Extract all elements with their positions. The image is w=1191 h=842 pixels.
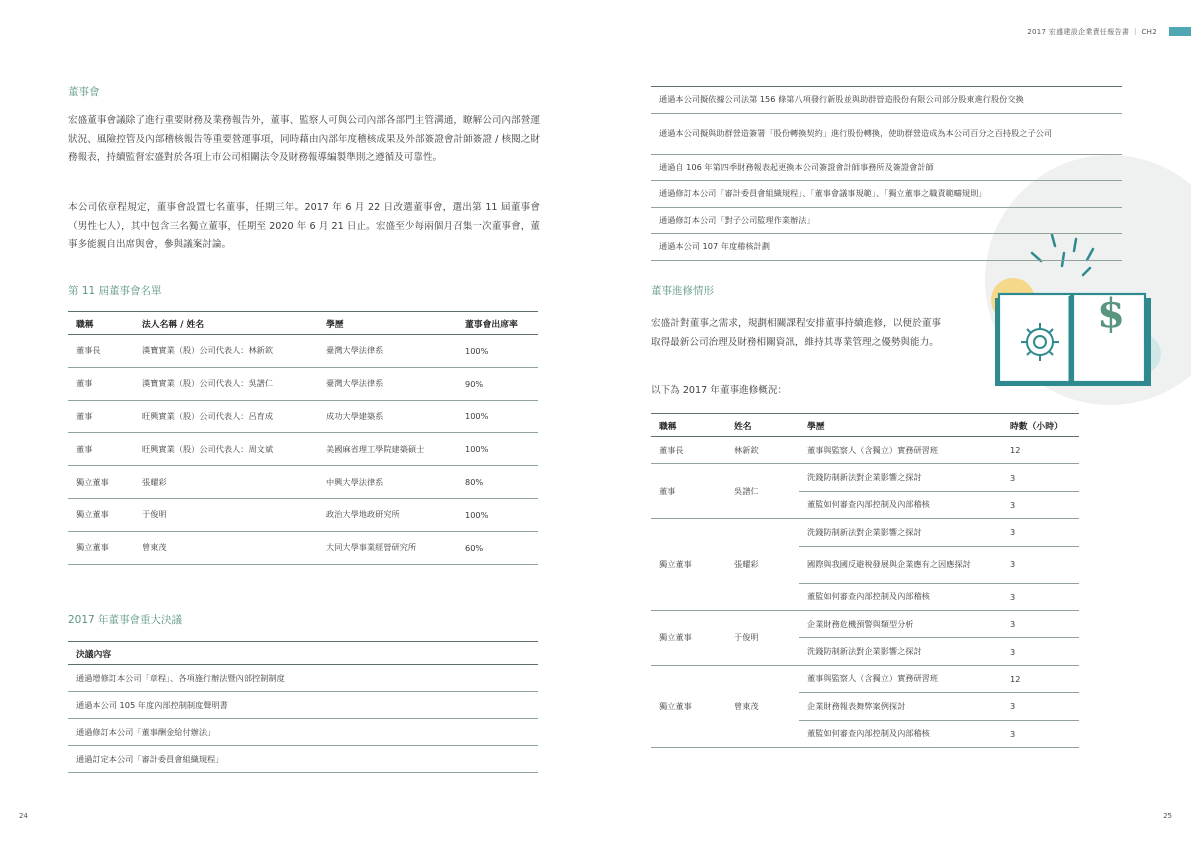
cell: 100% — [457, 335, 538, 368]
cell: 張耀彩 — [134, 466, 318, 499]
cell: 旺興實業（股）公司代表人：周文斌 — [134, 433, 318, 466]
board-paragraph-1: 宏盛董事會議除了進行重要財務及業務報告外，董事、監察人可與公司內部各部門主管溝通，瞭解公司內部營運狀況、風險控管及內部稽核報告等重要營運事項，同時藉由內部年度稽核成果及外部簽證會計師簽證 / 核閱之財務報表，持續監督宏盛對於各項上市公司相關法令及財務報導編製準則之遵循及可靠性。 — [68, 115, 540, 163]
cell: 3 — [1002, 583, 1079, 610]
cell: 董事長 — [651, 437, 726, 464]
cell: 林新欽 — [726, 437, 799, 464]
cell: 100% — [457, 433, 538, 466]
table-row — [651, 464, 1079, 491]
cell: 臺灣大學法律系 — [318, 367, 457, 400]
column-header: 學歷 — [799, 414, 1002, 437]
cell: 董事長 — [68, 335, 134, 368]
training-paragraph: 宏盛計對董事之需求，規劃相關課程安排董事持續進修，以便於董事取得最新公司治理及財務相關資訊，維持其專業管理之優勢與能力。 — [651, 318, 941, 348]
cell: 成功大學建築系 — [318, 400, 457, 433]
cell: 洗錢防制新法對企業影響之探討 — [799, 464, 1002, 491]
training-intro: 以下為 2017 年董事進修概況： — [651, 385, 788, 396]
board-paragraph-2: 本公司依章程規定，董事會設置七名董事，任期三年。2017 年 6 月 22 日改選董事會，選出第 11 屆董事會（男性七人），其中包含三名獨立董事，任期至 2020 年 6 月 21 日止。宏盛至少每兩個月召集一次董事會，董事多能親自出席與會，參與議案討論。 — [68, 202, 540, 250]
cell: 通過修訂本公司「董事酬金給付辦法」 — [68, 719, 538, 746]
cell: 12 — [1002, 437, 1079, 464]
column-header: 姓名 — [726, 414, 799, 437]
table-row — [651, 113, 1122, 154]
cell: 董事 — [68, 400, 134, 433]
cell: 通過本公司 107 年度稽核計劃 — [651, 234, 1122, 261]
cell: 國際與我國反避稅發展與企業應有之因應探討 — [799, 546, 1002, 583]
board-roster-table — [68, 311, 538, 565]
column-header: 職稱 — [68, 312, 134, 335]
training-table-wrap — [651, 413, 1079, 748]
cell: 臺灣大學法律系 — [318, 335, 457, 368]
cell: 漢寶實業（股）公司代表人：林新欽 — [134, 335, 318, 368]
table-row — [68, 335, 538, 368]
table-header-row — [68, 642, 538, 665]
resolutions-table-right — [651, 86, 1122, 261]
cell: 60% — [457, 531, 538, 564]
column-header: 時數（小時） — [1002, 414, 1079, 437]
table-row — [68, 466, 538, 499]
table-row — [651, 234, 1122, 261]
cell: 漢寶實業（股）公司代表人：吳譜仁 — [134, 367, 318, 400]
table-row — [68, 719, 538, 746]
cell: 洗錢防制新法對企業影響之探討 — [799, 638, 1002, 665]
cell: 董事與監察人（含獨立）實務研習班 — [799, 665, 1002, 692]
table-header-row — [68, 312, 538, 335]
training-section-title: 董事進修情形 — [651, 285, 714, 297]
resolutions-table-left — [68, 641, 538, 773]
cell: 90% — [457, 367, 538, 400]
resolutions-table-left-wrap — [68, 641, 538, 773]
cell: 董事 — [68, 433, 134, 466]
cell: 董事 — [68, 367, 134, 400]
header-accent-bar — [1169, 27, 1191, 36]
table-row — [651, 154, 1122, 181]
cell: 通過本公司 105 年度內部控制制度聲明書 — [68, 692, 538, 719]
roster-section-title: 第 11 屆董事會名單 — [68, 285, 162, 297]
table-row — [68, 746, 538, 773]
dollar-sign-icon: $ — [1097, 290, 1125, 337]
cell: 董事 — [651, 464, 726, 519]
cell: 通過訂定本公司「審計委員會組織規程」 — [68, 746, 538, 773]
cell: 100% — [457, 498, 538, 531]
table-row — [651, 437, 1079, 464]
cell: 通過增修訂本公司「章程」、各項施行辦法暨內部控制制度 — [68, 665, 538, 692]
column-header: 法人名稱 / 姓名 — [134, 312, 318, 335]
cell: 通過本公司擬與助群營造簽署「股份轉換契約」進行股份轉換，使助群營造成為本公司百分之百持股之子公司 — [651, 113, 1122, 154]
cell: 通過本公司擬依據公司法第 156 條第八項發行新股並與助群營造股份有限公司部分股東進行股份交換 — [651, 87, 1122, 114]
cell: 3 — [1002, 693, 1079, 720]
table-row — [68, 692, 538, 719]
roster-table-wrap — [68, 311, 538, 565]
table-row — [68, 665, 538, 692]
cell: 獨立董事 — [68, 531, 134, 564]
cell: 董監如何審查內部控制及內部稽核 — [799, 491, 1002, 518]
column-header: 職稱 — [651, 414, 726, 437]
cell: 3 — [1002, 464, 1079, 491]
cell: 3 — [1002, 491, 1079, 518]
cell: 企業財務報表舞弊案例探討 — [799, 693, 1002, 720]
resolutions-table-right-wrap — [651, 86, 1122, 261]
cell: 政治大學地政研究所 — [318, 498, 457, 531]
cell: 董監如何審查內部控制及內部稽核 — [799, 583, 1002, 610]
board-section-title: 董事會 — [68, 86, 100, 98]
cell: 董監如何審查內部控制及內部稽核 — [799, 720, 1002, 747]
book-icon — [995, 294, 1151, 386]
cell: 大同大學事業經營研究所 — [318, 531, 457, 564]
cell: 旺興實業（股）公司代表人：呂育成 — [134, 400, 318, 433]
cell: 3 — [1002, 638, 1079, 665]
table-row — [651, 207, 1122, 234]
table-row — [68, 531, 538, 564]
page-number-right: 25 — [1163, 812, 1172, 820]
table-header-row — [651, 414, 1079, 437]
cell: 董事與監察人（含獨立）實務研習班 — [799, 437, 1002, 464]
resolutions-section-title: 2017 年董事會重大決議 — [68, 614, 183, 626]
cell: 3 — [1002, 720, 1079, 747]
table-row — [651, 181, 1122, 208]
table-row — [68, 400, 538, 433]
cell: 曾東茂 — [726, 665, 799, 747]
table-row — [651, 519, 1079, 546]
table-row — [68, 433, 538, 466]
column-header: 董事會出席率 — [457, 312, 538, 335]
report-header-title: 2017 宏盛建設企業責任報告書 ｜ CH2 — [1027, 28, 1157, 36]
cell: 3 — [1002, 610, 1079, 637]
cell: 3 — [1002, 546, 1079, 583]
cell: 吳譜仁 — [726, 464, 799, 519]
cell: 企業財務危機預警與類型分析 — [799, 610, 1002, 637]
cell: 獨立董事 — [651, 665, 726, 747]
director-training-table — [651, 413, 1079, 748]
table-row — [651, 665, 1079, 692]
cell: 于俊明 — [726, 610, 799, 665]
table-row — [651, 610, 1079, 637]
cell: 洗錢防制新法對企業影響之探討 — [799, 519, 1002, 546]
cell: 3 — [1002, 519, 1079, 546]
page-number-left: 24 — [19, 812, 28, 820]
cell: 獨立董事 — [651, 519, 726, 611]
cell: 于俊明 — [134, 498, 318, 531]
cell: 通過自 106 年第四季財務報表起更換本公司簽證會計師事務所及簽證會計師 — [651, 154, 1122, 181]
cell: 12 — [1002, 665, 1079, 692]
cell: 獨立董事 — [651, 610, 726, 665]
cell: 張耀彩 — [726, 519, 799, 611]
column-header: 學歷 — [318, 312, 457, 335]
cell: 中興大學法律系 — [318, 466, 457, 499]
table-row — [68, 367, 538, 400]
cell: 100% — [457, 400, 538, 433]
table-row — [68, 498, 538, 531]
cell: 獨立董事 — [68, 498, 134, 531]
cell: 美國麻省理工學院建築碩士 — [318, 433, 457, 466]
column-header: 決議內容 — [68, 642, 538, 665]
cell: 80% — [457, 466, 538, 499]
cell: 通過修訂本公司「對子公司監理作業辦法」 — [651, 207, 1122, 234]
cell: 獨立董事 — [68, 466, 134, 499]
cell: 曾東茂 — [134, 531, 318, 564]
table-row — [651, 87, 1122, 114]
cell: 通過修訂本公司「審計委員會組織規程」、「董事會議事規範」、「獨立董事之職責範疇規則」 — [651, 181, 1122, 208]
